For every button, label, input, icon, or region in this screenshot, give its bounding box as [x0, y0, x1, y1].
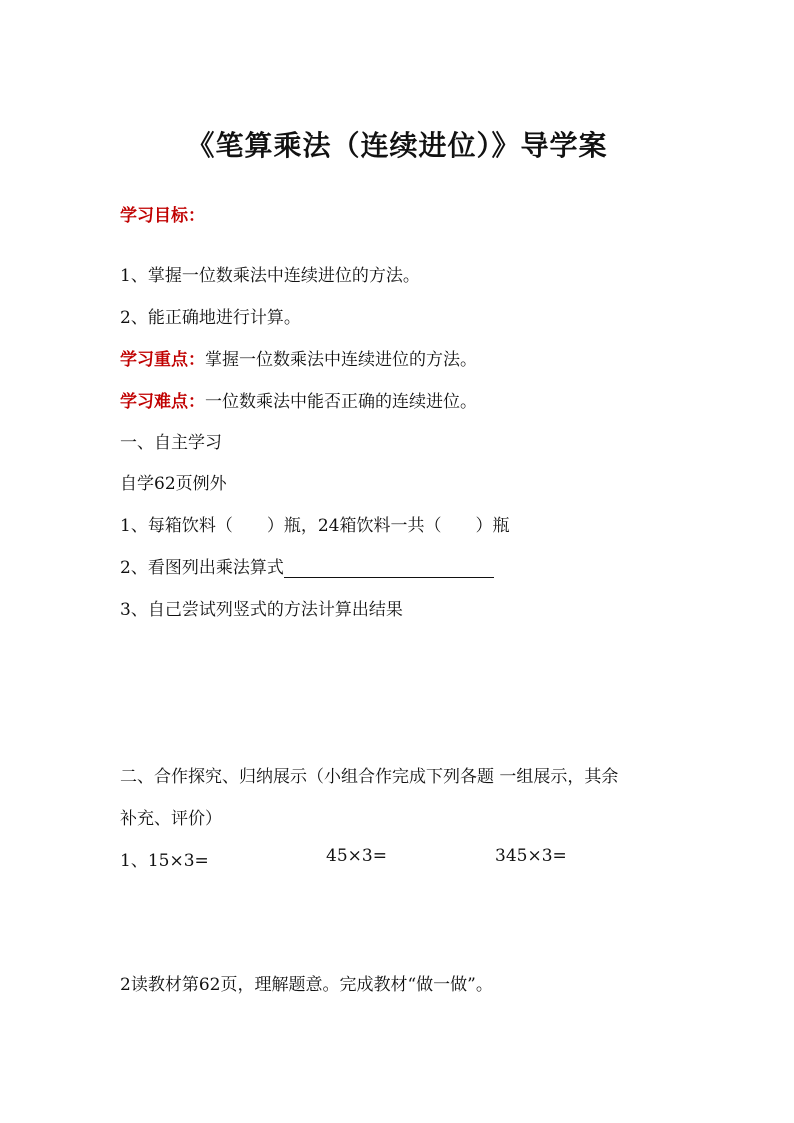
section2-question-2: 2读教材第62页，理解题意。完成教材“做一做”。: [120, 975, 493, 995]
key-point-label: 学习重点：: [120, 350, 205, 370]
section1-question-2: 2、看图列出乘法算式: [120, 558, 284, 578]
difficulty-label: 学习难点：: [120, 392, 205, 412]
section1-heading: 一、自主学习: [120, 433, 222, 453]
page-title: 《笔算乘法（连续进位）》导学案: [186, 129, 608, 162]
key-point-text: 掌握一位数乘法中连续进位的方法。: [205, 350, 477, 370]
objective-1: 1、掌握一位数乘法中连续进位的方法。: [120, 266, 420, 286]
calc-345x3: 345×3=: [495, 846, 567, 866]
section1-question-2-line: [120, 553, 494, 578]
section1-question-3: 3、自己尝试列竖式的方法计算出结果: [120, 600, 403, 620]
key-point-line: [120, 345, 477, 370]
section1-question-1: 1、每箱饮料（ ）瓶，24箱饮料一共（ ）瓶: [120, 516, 510, 536]
calc-15x3: 1、15×3=: [120, 851, 209, 871]
calc-45x3: 45×3=: [326, 846, 387, 866]
objectives-heading: 学习目标：: [120, 206, 205, 226]
answer-blank-line: [284, 559, 494, 578]
section2-heading-line2: 补充、评价）: [120, 809, 222, 829]
section2-heading-line1: 二、合作探究、归纳展示（小组合作完成下列各题 一组展示，其余: [120, 767, 619, 787]
difficulty-line: [120, 387, 477, 412]
difficulty-text: 一位数乘法中能否正确的连续进位。: [205, 392, 477, 412]
section1-intro: 自学62页例外: [120, 474, 227, 494]
objective-2: 2、能正确地进行计算。: [120, 308, 301, 328]
